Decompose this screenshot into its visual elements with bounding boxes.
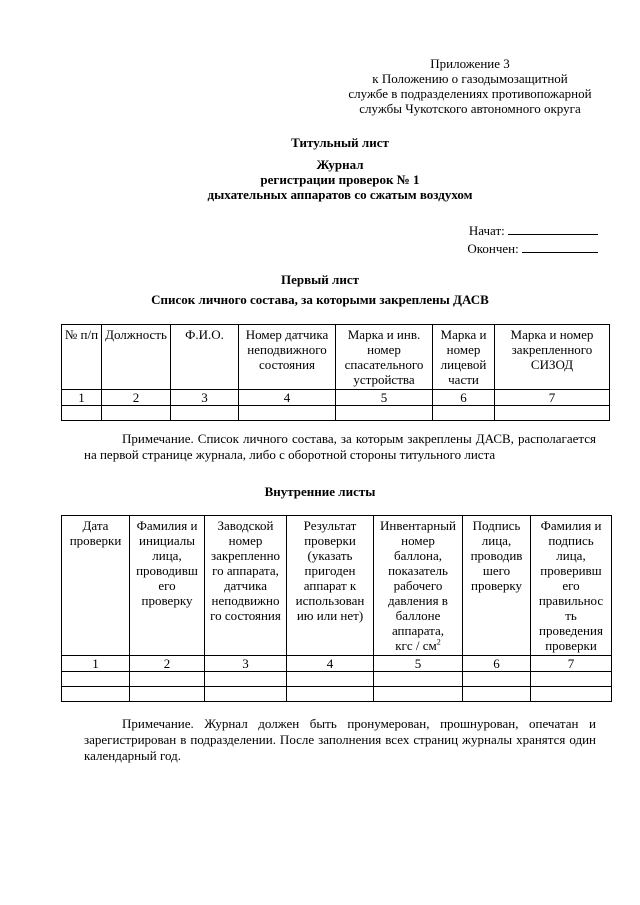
column-number: 4: [287, 656, 374, 672]
journal-apparatus: дыхательных аппаратов со сжатым воздухом: [207, 187, 473, 202]
table-row: [62, 687, 612, 702]
column-header: Результат проверки (указать пригоден аппарат к использован ию или нет): [287, 516, 374, 656]
first-sheet-heading: Первый лист: [281, 272, 359, 287]
column-header: № п/п: [62, 325, 102, 390]
personnel-table: [61, 324, 610, 421]
end-blank-line[interactable]: [522, 240, 598, 253]
column-header: Фамилия и подпись лица, проверивш его правильнос ть проведения проверки: [531, 516, 612, 656]
column-number: 3: [205, 656, 287, 672]
start-blank-line[interactable]: [508, 222, 598, 235]
start-label: Начат:: [468, 223, 505, 238]
start-end-block: [430, 222, 598, 258]
inner-sheets-heading: Внутренние листы: [264, 484, 376, 499]
column-header: Марка и инв. номер спасательного устройства: [336, 325, 433, 390]
unit-exponent: 2: [436, 637, 441, 647]
column-number: 7: [495, 390, 610, 406]
title-block: [130, 135, 550, 202]
column-header: Номер датчика неподвижного состояния: [239, 325, 336, 390]
table-row: [62, 406, 610, 421]
column-header: Марка и номер лицевой части: [433, 325, 495, 390]
column-header: Подпись лица, проводив шего проверку: [463, 516, 531, 656]
pressure-unit: [395, 638, 441, 653]
column-number: 2: [130, 656, 205, 672]
title-page-heading: Титульный лист: [291, 135, 389, 150]
column-number-row: [62, 656, 612, 672]
column-number: 2: [102, 390, 171, 406]
column-number: 4: [239, 390, 336, 406]
end-label: Окончен:: [467, 241, 519, 256]
first-sheet-note-text: Примечание. Список личного состава, за которым закреплены ДАСВ, располагается на первой странице журнала, либо с оборотной стороны титульного листа: [84, 431, 596, 462]
appendix-line: Приложение 3: [430, 56, 510, 71]
column-header-pressure: [374, 516, 463, 656]
column-header: Фамилия и инициалы лица, проводивш его проверку: [130, 516, 205, 656]
column-number: 1: [62, 656, 130, 672]
checks-table: [61, 515, 612, 702]
first-sheet-subheading: Список личного состава, за которыми закреплены ДАСВ: [151, 292, 489, 307]
column-number-row: [62, 390, 610, 406]
appendix-line: службе в подразделениях противопожарной: [348, 86, 592, 101]
journal-heading: Журнал: [316, 157, 364, 172]
column-number: 5: [374, 656, 463, 672]
journal-registration: регистрации проверок № 1: [260, 172, 420, 187]
column-number: 6: [463, 656, 531, 672]
inner-sheets-note-text: Примечание. Журнал должен быть пронумерован, прошнурован, опечатан и зарегистрирован в подразделении. После заполнения всех страниц журналы хранятся один календарный год.: [84, 716, 596, 763]
appendix-line: службы Чукотского автономного округа: [359, 101, 581, 116]
column-number: 5: [336, 390, 433, 406]
column-header: Должность: [102, 325, 171, 390]
column-header: Ф.И.О.: [171, 325, 239, 390]
column-header: Дата проверки: [62, 516, 130, 656]
inner-sheets-note: [84, 716, 596, 764]
first-sheet-note: [84, 431, 596, 463]
column-number: 7: [531, 656, 612, 672]
table-row: [62, 672, 612, 687]
column-header-text: Инвентарный номер баллона, показатель рабочего давления в баллоне аппарата,: [380, 518, 456, 638]
column-header: Заводской номер закрепленно го аппарата, датчика неподвижно го состояния: [205, 516, 287, 656]
column-header: Марка и номер закрепленного СИЗОД: [495, 325, 610, 390]
column-number: 6: [433, 390, 495, 406]
column-number: 1: [62, 390, 102, 406]
appendix-line: к Положению о газодымозащитной: [372, 71, 568, 86]
column-number: 3: [171, 390, 239, 406]
appendix-header: [320, 56, 620, 116]
unit-text: кгс / см: [395, 638, 437, 653]
